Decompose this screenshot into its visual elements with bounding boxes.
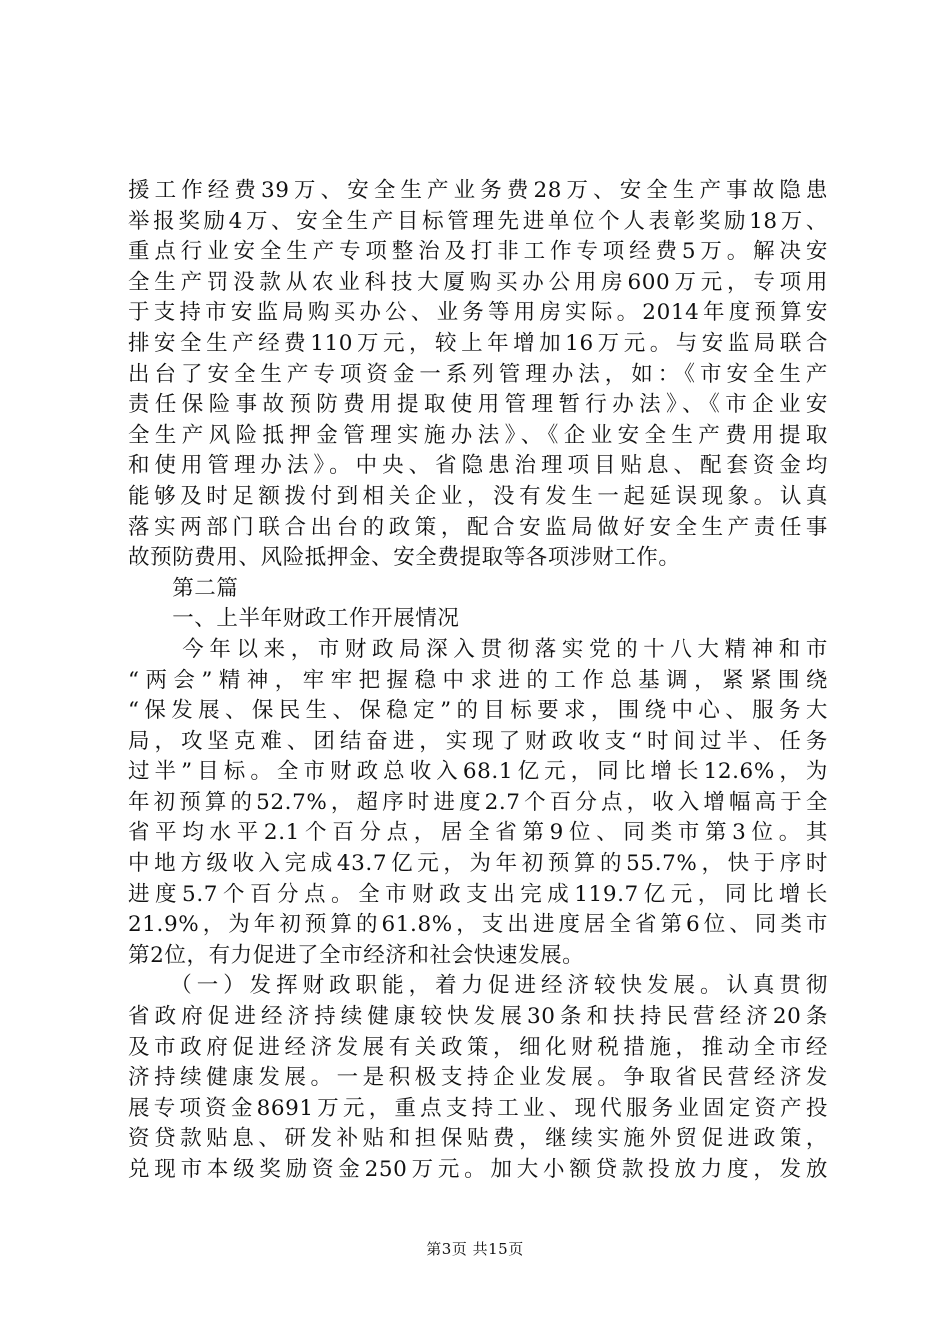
text-line: 省平均水平2.1个百分点，居全省第9位、同类市第3位。其 (128, 820, 828, 846)
text-line: 省政府促进经济持续健康较快发展30条和扶持民营经济20条 (128, 1004, 828, 1030)
text-line: 今年以来，市财政局深入贯彻落实党的十八大精神和市 (128, 636, 828, 662)
text-line: 局，攻坚克难、团结奋进，实现了财政收支“时间过半、任务 (128, 728, 828, 754)
text-line: 于支持市安监局购买办公、业务等用房实际。2014年度预算安 (128, 300, 828, 326)
text-line: 出台了安全生产专项资金一系列管理办法，如：《市安全生产 (128, 361, 828, 387)
text-line: 能够及时足额拨付到相关企业，没有发生一起延误现象。认真 (128, 483, 828, 509)
text-line: 落实两部门联合出台的政策，配合安监局做好安全生产责任事 (128, 514, 828, 540)
text-line: 责任保险事故预防费用提取使用管理暂行办法》、《市企业安 (128, 392, 828, 418)
text-line: 和使用管理办法》。中央、省隐患治理项目贴息、配套资金均 (128, 453, 828, 479)
text-line: 第2位，有力促进了全市经济和社会快速发展。 (128, 942, 585, 968)
text-line: 一、上半年财政工作开展情况 (128, 606, 460, 632)
text-line: 进度5.7个百分点。全市财政支出完成119.7亿元，同比增长 (128, 881, 828, 907)
text-line: “保发展、保民生、保稳定”的目标要求，围绕中心、服务大 (128, 698, 828, 724)
text-line: 中地方级收入完成43.7亿元，为年初预算的55.7%，快于序时 (128, 851, 828, 877)
text-line: 重点行业安全生产专项整治及打非工作专项经费5万。解决安 (128, 239, 828, 265)
text-line: 21.9%，为年初预算的61.8%，支出进度居全省第6位、同类市 (128, 912, 828, 938)
text-line: 年初预算的52.7%，超序时进度2.7个百分点，收入增幅高于全 (128, 789, 828, 815)
text-line: 全生产风险抵押金管理实施办法》、《企业安全生产费用提取 (128, 422, 828, 448)
text-line: 排安全生产经费110万元，较上年增加16万元。与安监局联合 (128, 330, 828, 356)
text-line: 过半”目标。全市财政总收入68.1亿元，同比增长12.6%，为 (128, 759, 828, 785)
text-line: “两会”精神，牢牢把握稳中求进的工作总基调，紧紧围绕 (128, 667, 828, 693)
text-line: 及市政府促进经济发展有关政策，细化财税措施，推动全市经 (128, 1034, 828, 1060)
text-line: 故预防费用、风险抵押金、安全费提取等各项涉财工作。 (128, 545, 681, 571)
text-line: 展专项资金8691万元，重点支持工业、现代服务业固定资产投 (128, 1095, 828, 1121)
text-line: 济持续健康发展。一是积极支持企业发展。争取省民营经济发 (128, 1065, 828, 1091)
page-footer: 第3页 共15页 (426, 1240, 524, 1258)
text-line: 举报奖励4万、安全生产目标管理先进单位个人表彰奖励18万、 (128, 208, 828, 234)
text-line: 全生产罚没款从农业科技大厦购买办公用房600万元，专项用 (128, 269, 828, 295)
text-line: 兑现市本级奖励资金250万元。加大小额贷款投放力度，发放 (128, 1157, 828, 1182)
text-line: 资贷款贴息、研发补贴和担保贴费，继续实施外贸促进政策， (128, 1126, 828, 1152)
text-line: 援工作经费39万、安全生产业务费28万、安全生产事故隐患 (128, 178, 828, 203)
text-line: （一）发挥财政职能，着力促进经济较快发展。认真贯彻 (128, 973, 828, 999)
text-line: 第二篇 (128, 575, 239, 601)
body-text (128, 176, 828, 1186)
